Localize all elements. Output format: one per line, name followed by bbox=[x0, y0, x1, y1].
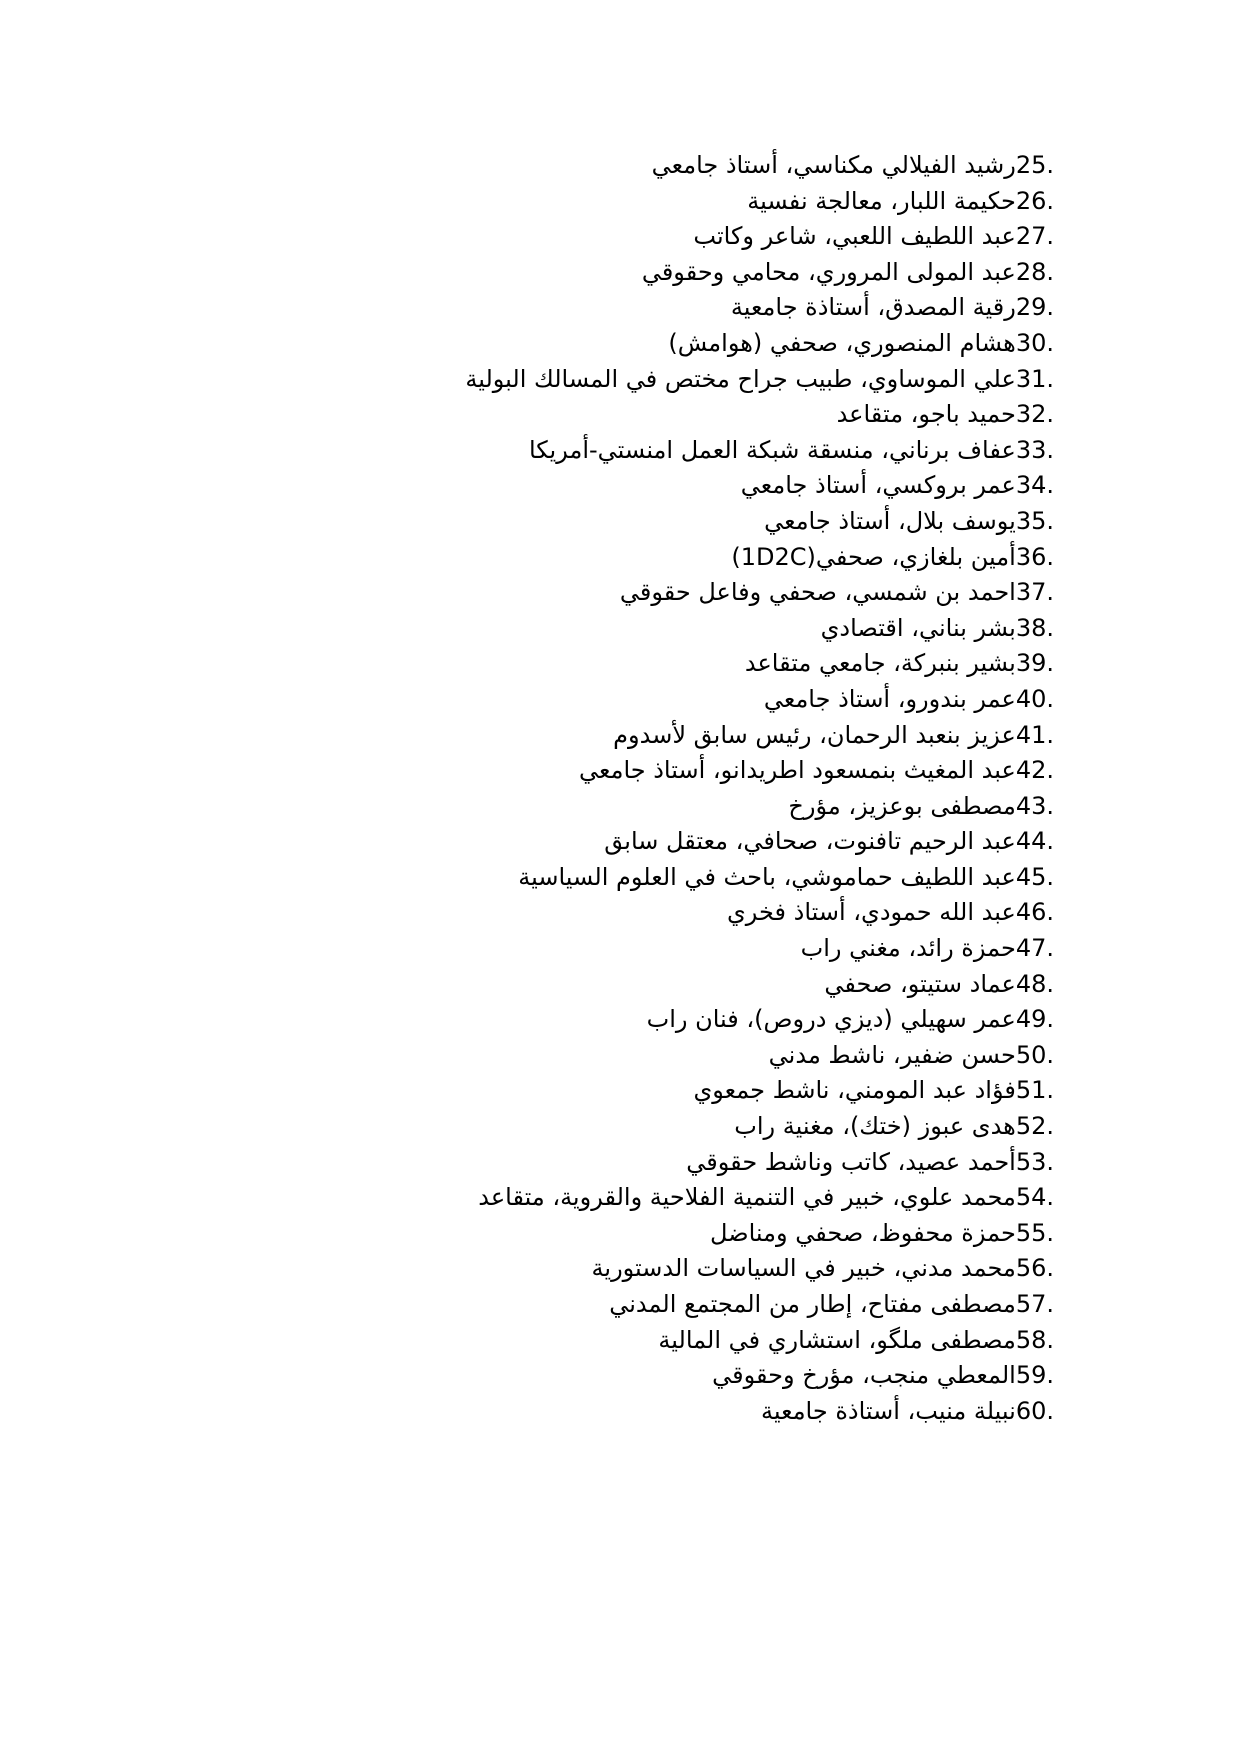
item-text: احمد بن شمسي، صحفي وفاعل حقوقي bbox=[619, 578, 1016, 607]
item-text: حمزة رائد، مغني راب bbox=[800, 934, 1016, 963]
item-number: 46. bbox=[1015, 898, 1054, 927]
item-number: 59. bbox=[1015, 1361, 1054, 1390]
list-item bbox=[294, 362, 1054, 398]
item-text: عبد اللطيف اللعبي، شاعر وكاتب bbox=[693, 222, 1016, 251]
item-number: 51. bbox=[1015, 1076, 1054, 1105]
item-number: 33. bbox=[1015, 435, 1054, 464]
list-item bbox=[294, 397, 1054, 433]
item-text: حمزة محفوظ، صحفي ومناضل bbox=[710, 1218, 1016, 1247]
item-text: نبيلة منيب، أستاذة جامعية bbox=[761, 1396, 1016, 1425]
item-text: عزيز بنعبد الرحمان، رئيس سابق لأسدوم bbox=[613, 720, 1016, 749]
item-text: عمر بندورو، أستاذ جامعي bbox=[763, 684, 1016, 713]
item-number: 26. bbox=[1015, 186, 1054, 215]
list-item bbox=[294, 860, 1054, 896]
item-number: 34. bbox=[1015, 471, 1054, 500]
list-item bbox=[294, 1109, 1054, 1145]
item-text: محمد مدني، خبير في السياسات الدستورية bbox=[591, 1254, 1016, 1283]
item-text: حكيمة اللبار، معالجة نفسية bbox=[747, 186, 1016, 215]
item-text: عمر سهيلي (ديزي دروص)، فنان راب bbox=[646, 1005, 1016, 1034]
item-number: 45. bbox=[1015, 862, 1054, 891]
item-text: فؤاد عبد المومني، ناشط جمعوي bbox=[693, 1076, 1016, 1105]
list-item bbox=[294, 718, 1054, 754]
item-text: عفاف برناني، منسقة شبكة العمل امنستي-أمريكا bbox=[528, 435, 1016, 464]
list-item bbox=[294, 433, 1054, 469]
list-item bbox=[294, 1394, 1054, 1430]
item-text: حسن ضفير، ناشط مدني bbox=[768, 1040, 1016, 1069]
item-number: 28. bbox=[1015, 257, 1054, 286]
item-text: بشر بناني، اقتصادي bbox=[820, 613, 1016, 642]
item-number: 42. bbox=[1015, 756, 1054, 785]
list-item bbox=[294, 895, 1054, 931]
item-number: 55. bbox=[1015, 1218, 1054, 1247]
item-number: 60. bbox=[1015, 1396, 1054, 1425]
list-item bbox=[294, 753, 1054, 789]
list-item bbox=[294, 290, 1054, 326]
item-number: 43. bbox=[1015, 791, 1054, 820]
item-text: بشير بنبركة، جامعي متقاعد bbox=[744, 649, 1016, 678]
item-number: 32. bbox=[1015, 400, 1054, 429]
item-number: 40. bbox=[1015, 684, 1054, 713]
item-number: 30. bbox=[1015, 328, 1054, 357]
item-text: مصطفى ملگو، استشاري في المالية bbox=[658, 1325, 1016, 1354]
item-number: 25. bbox=[1015, 151, 1054, 179]
item-text: هدى عبوز (ختك)، مغنية راب bbox=[734, 1112, 1016, 1141]
item-text: أحمد عصيد، كاتب وناشط حقوقي bbox=[686, 1147, 1016, 1176]
list-item bbox=[294, 1323, 1054, 1359]
list-item bbox=[294, 931, 1054, 967]
list-item bbox=[294, 789, 1054, 825]
item-text: عبد اللطيف حماموشي، باحث في العلوم السياسية bbox=[518, 862, 1016, 891]
item-number: 49. bbox=[1015, 1005, 1054, 1034]
item-text: مصطفى بوعزيز، مؤرخ bbox=[788, 791, 1016, 820]
list-item bbox=[294, 1002, 1054, 1038]
item-number: 54. bbox=[1015, 1183, 1054, 1212]
item-number: 31. bbox=[1015, 364, 1054, 393]
list-item bbox=[294, 1038, 1054, 1074]
list-item bbox=[294, 682, 1054, 718]
signatory-list bbox=[294, 148, 1054, 1429]
list-item bbox=[294, 1216, 1054, 1252]
list-item bbox=[294, 646, 1054, 682]
list-item bbox=[294, 824, 1054, 860]
item-text: أمين بلغازي، صحفي(1D2C) bbox=[731, 542, 1016, 571]
item-text: عمر بروكسي، أستاذ جامعي bbox=[740, 471, 1016, 500]
list-item bbox=[294, 219, 1054, 255]
item-number: 35. bbox=[1015, 506, 1054, 535]
item-text: رقية المصدق، أستاذة جامعية bbox=[730, 293, 1016, 322]
item-text: المعطي منجب، مؤرخ وحقوقي bbox=[712, 1361, 1016, 1390]
item-text: عبد الله حمودي، أستاذ فخري bbox=[727, 898, 1016, 927]
list-item bbox=[294, 1251, 1054, 1287]
list-item bbox=[294, 184, 1054, 220]
item-number: 47. bbox=[1015, 934, 1054, 963]
item-number: 36. bbox=[1015, 542, 1054, 571]
item-text: عبد الرحيم تافنوت، صحافي، معتقل سابق bbox=[604, 827, 1016, 856]
item-number: 56. bbox=[1015, 1254, 1054, 1283]
item-number: 39. bbox=[1015, 649, 1054, 678]
list-item bbox=[294, 575, 1054, 611]
item-text: رشيد الفيلالي مكناسي، أستاذ جامعي bbox=[651, 151, 1016, 179]
item-number: 29. bbox=[1015, 293, 1054, 322]
item-text: عبد المولى المروري، محامي وحقوقي bbox=[641, 257, 1016, 286]
item-text: علي الموساوي، طبيب جراح مختص في المسالك البولية bbox=[465, 364, 1016, 393]
list-item bbox=[294, 148, 1054, 184]
list-item bbox=[294, 1073, 1054, 1109]
item-number: 53. bbox=[1015, 1147, 1054, 1176]
item-number: 57. bbox=[1015, 1290, 1054, 1318]
list-item bbox=[294, 1180, 1054, 1216]
list-item bbox=[294, 540, 1054, 576]
list-item bbox=[294, 1145, 1054, 1181]
list-item bbox=[294, 255, 1054, 291]
item-text: مصطفى مفتاح، إطار من المجتمع المدني bbox=[609, 1290, 1016, 1318]
item-number: 52. bbox=[1015, 1112, 1054, 1141]
list-item bbox=[294, 967, 1054, 1003]
item-number: 37. bbox=[1015, 578, 1054, 607]
list-item bbox=[294, 611, 1054, 647]
item-text: عماد ستيتو، صحفي bbox=[824, 969, 1016, 998]
list-item bbox=[294, 468, 1054, 504]
item-text: حميد باجو، متقاعد bbox=[836, 400, 1016, 429]
item-text: عبد المغيث بنمسعود اطريدانو، أستاذ جامعي bbox=[579, 756, 1016, 785]
item-text: يوسف بلال، أستاذ جامعي bbox=[764, 506, 1016, 535]
item-number: 38. bbox=[1015, 613, 1054, 642]
list-item bbox=[294, 1358, 1054, 1394]
item-number: 44. bbox=[1015, 827, 1054, 856]
item-number: 41. bbox=[1015, 720, 1054, 749]
item-text: هشام المنصوري، صحفي (هوامش) bbox=[668, 328, 1016, 357]
item-number: 48. bbox=[1015, 969, 1054, 998]
list-item bbox=[294, 326, 1054, 362]
item-number: 27. bbox=[1015, 222, 1054, 251]
item-text: محمد علوي، خبير في التنمية الفلاحية والقروية، متقاعد bbox=[478, 1183, 1016, 1212]
item-number: 58. bbox=[1015, 1325, 1054, 1354]
list-item bbox=[294, 1287, 1054, 1323]
list-item bbox=[294, 504, 1054, 540]
item-number: 50. bbox=[1015, 1040, 1054, 1069]
